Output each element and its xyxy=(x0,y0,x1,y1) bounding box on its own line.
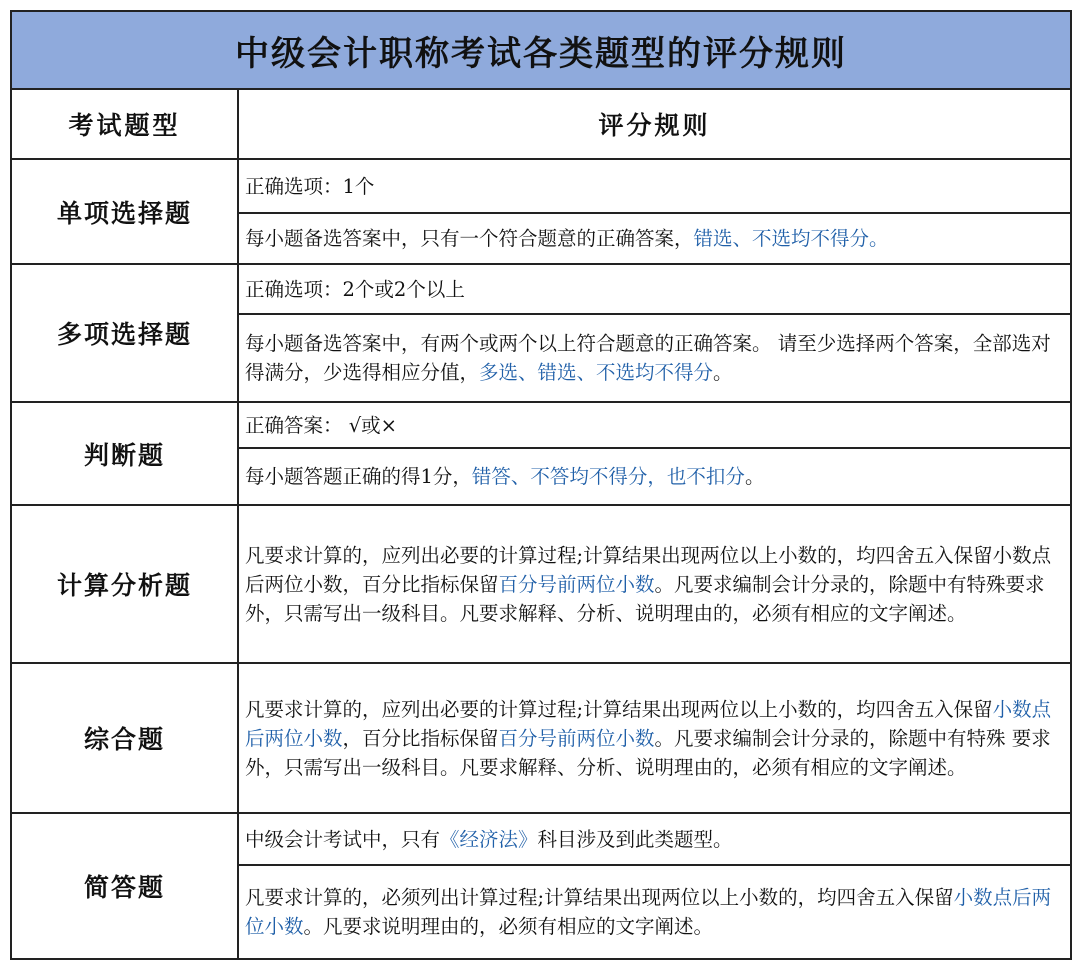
rule-highlight: 小数点后两位小数 xyxy=(245,886,1052,938)
type-short-answer: 简答题 xyxy=(11,813,238,959)
rule-multiple-choice-scoring xyxy=(238,314,1071,402)
rule-text: 凡要求计算的，必须列出计算过程;计算结果出现两位以上小数的，均四舍五入保留 xyxy=(245,886,954,909)
table-row xyxy=(11,159,1071,213)
rule-text: 每小题备选答案中，有两个或两个以上符合题意的正确答案。 请至少选择两个答案，全部选对得满分，少选得相应分值， xyxy=(245,332,1051,384)
rule-text: 科目涉及到此类题型。 xyxy=(537,827,733,851)
rule-single-choice-scoring xyxy=(238,213,1071,264)
type-single-choice: 单项选择题 xyxy=(11,159,238,264)
rule-highlight: 多选、错选、不选均不得分 xyxy=(479,361,714,384)
table-row xyxy=(11,505,1071,663)
type-multiple-choice: 多项选择题 xyxy=(11,264,238,402)
rule-true-false-answer: 正确答案： √或× xyxy=(238,402,1071,448)
rule-text: 。凡要求编制会计分录的，除题中有特殊要求外，只需写出一级科目。凡要求解释、分析、说明理由的，必须有相应的文字阐述。 xyxy=(245,572,1045,625)
type-comprehensive: 综合题 xyxy=(11,663,238,813)
table-row xyxy=(11,402,1071,448)
rule-multiple-choice-options: 正确选项：2个或2个以上 xyxy=(238,264,1071,314)
rule-highlight: 百分号前两位小数 xyxy=(498,572,655,596)
rule-text: 中级会计考试中，只有 xyxy=(245,827,441,851)
rule-comprehensive xyxy=(238,663,1071,813)
rule-true-false-scoring xyxy=(238,448,1071,505)
rule-text: 每小题备选答案中，只有一个符合题意的正确答案， xyxy=(245,227,694,250)
rule-text: ，百分比指标保留 xyxy=(342,726,499,750)
rule-calculation-analysis xyxy=(238,505,1071,663)
rule-highlight: 《经济法》 xyxy=(440,827,538,851)
table-row xyxy=(11,264,1071,314)
header-row xyxy=(11,89,1071,159)
header-rule: 评分规则 xyxy=(238,89,1071,159)
rules-table xyxy=(10,10,1072,960)
rule-text: 。凡要求说明理由的，必须有相应的文字阐述。 xyxy=(303,915,714,938)
title-row xyxy=(11,11,1071,89)
rule-short-answer-scope xyxy=(238,813,1071,865)
rule-highlight: 百分号前两位小数 xyxy=(498,726,655,750)
rule-text: 凡要求计算的，应列出必要的计算过程;计算结果出现两位以上小数的，均四舍五入保留小数点后两位小数，百分比指标保留 xyxy=(245,543,1052,596)
rules-table-frame xyxy=(10,10,1070,960)
rule-text: 。 xyxy=(713,361,733,384)
header-type: 考试题型 xyxy=(11,89,238,159)
rule-short-answer-scoring xyxy=(238,865,1071,959)
rule-single-choice-options: 正确选项：1个 xyxy=(238,159,1071,213)
rule-text: 。 xyxy=(744,465,765,488)
table-row xyxy=(11,813,1071,865)
type-calculation-analysis: 计算分析题 xyxy=(11,505,238,663)
table-row xyxy=(11,663,1071,813)
type-true-false: 判断题 xyxy=(11,402,238,505)
rule-text: 。凡要求编制会计分录的，除题中有特殊 要求外，只需写出一级科目。凡要求解释、分析、说明理由的，必须有相应的文字阐述。 xyxy=(245,726,1051,779)
rule-highlight: 错答、不答均不得分，也不扣分 xyxy=(471,465,745,488)
table-title: 中级会计职称考试各类题型的评分规则 xyxy=(11,11,1071,89)
rule-text: 每小题答题正确的得1分， xyxy=(245,465,472,488)
rule-highlight: 小数点后两位小数 xyxy=(245,697,1052,750)
rule-highlight: 错选、不选均不得分。 xyxy=(693,227,889,250)
rule-text: 凡要求计算的，应列出必要的计算过程;计算结果出现两位以上小数的，均四舍五入保留 xyxy=(245,697,993,721)
